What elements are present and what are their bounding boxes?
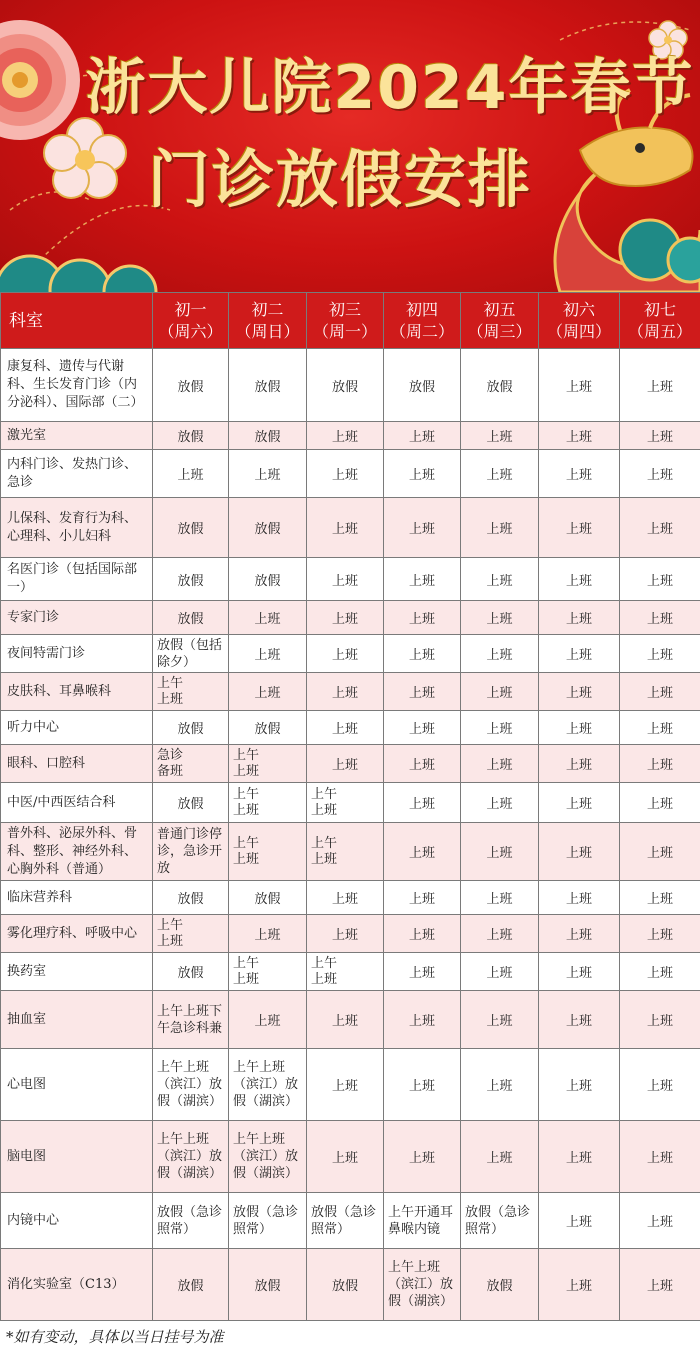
- dept-cell: 康复科、遗传与代谢科、生长发育门诊（内分泌科）、国际部（二）: [1, 349, 153, 422]
- status-cell: 上班: [307, 1121, 384, 1193]
- status-cell: 上班: [539, 422, 620, 450]
- status-cell: 上班: [461, 711, 539, 745]
- status-cell: 上班: [461, 558, 539, 601]
- table-row: [1, 745, 700, 783]
- status-cell: 放假: [153, 498, 229, 558]
- status-cell: 上班: [461, 1121, 539, 1193]
- status-cell: 放假（急诊照常）: [461, 1193, 539, 1249]
- status-cell: 放假: [229, 422, 307, 450]
- status-cell: 上班: [620, 953, 700, 991]
- schedule-table: [0, 292, 700, 1321]
- status-cell: 普通门诊停诊，急诊开放: [153, 823, 229, 881]
- status-cell: 上班: [384, 953, 461, 991]
- status-cell: 上班: [384, 745, 461, 783]
- status-cell: 上班: [384, 1049, 461, 1121]
- status-cell: 上班: [539, 1193, 620, 1249]
- status-cell: 上班: [539, 558, 620, 601]
- status-cell: 放假: [229, 498, 307, 558]
- dept-cell: 名医门诊（包括国际部一）: [1, 558, 153, 601]
- table-row: [1, 450, 700, 498]
- status-cell: 上午 上班: [229, 745, 307, 783]
- status-cell: 放假: [153, 711, 229, 745]
- status-cell: 上班: [384, 823, 461, 881]
- header-day-label: 初二: [251, 299, 284, 319]
- table-row: [1, 601, 700, 635]
- status-cell: 上班: [384, 991, 461, 1049]
- status-cell: 上班: [461, 783, 539, 823]
- status-cell: 上班: [461, 745, 539, 783]
- status-cell: 上班: [307, 422, 384, 450]
- status-cell: 上班: [620, 635, 700, 673]
- status-cell: 上午上班（滨江）放假（湖滨）: [229, 1049, 307, 1121]
- status-cell: 上班: [539, 1121, 620, 1193]
- status-cell: 放假: [307, 349, 384, 422]
- header-day: [539, 293, 620, 349]
- status-cell: 上班: [539, 953, 620, 991]
- banner-title-line1: 浙大儿院2024年春节: [85, 53, 695, 123]
- status-cell: 放假: [153, 783, 229, 823]
- status-cell: 放假（包括除夕）: [153, 635, 229, 673]
- table-row: [1, 349, 700, 422]
- table-header-row: [1, 293, 700, 349]
- status-cell: 上班: [307, 635, 384, 673]
- header-day-label: 初三: [328, 299, 361, 319]
- status-cell: 上班: [461, 1049, 539, 1121]
- status-cell: 上班: [153, 450, 229, 498]
- status-cell: 上班: [539, 823, 620, 881]
- table-row: [1, 673, 700, 711]
- dept-cell: 脑电图: [1, 1121, 153, 1193]
- status-cell: 放假: [153, 558, 229, 601]
- status-cell: 放假（急诊照常）: [229, 1193, 307, 1249]
- status-cell: 上班: [229, 915, 307, 953]
- status-cell: 上班: [384, 783, 461, 823]
- status-cell: 上班: [461, 498, 539, 558]
- status-cell: 上班: [539, 601, 620, 635]
- status-cell: 上午上班下午急诊科兼: [153, 991, 229, 1049]
- status-cell: 上班: [384, 1121, 461, 1193]
- dept-cell: 激光室: [1, 422, 153, 450]
- status-cell: 上班: [539, 881, 620, 915]
- dept-cell: 中医/中西医结合科: [1, 783, 153, 823]
- status-cell: 上班: [307, 1049, 384, 1121]
- status-cell: 上班: [461, 915, 539, 953]
- header-day: [461, 293, 539, 349]
- dept-cell: 心电图: [1, 1049, 153, 1121]
- status-cell: 上午上班（滨江）放假（湖滨）: [153, 1121, 229, 1193]
- table-row: [1, 1121, 700, 1193]
- status-cell: 放假: [153, 349, 229, 422]
- table-row: [1, 881, 700, 915]
- status-cell: 上班: [620, 422, 700, 450]
- table-row: [1, 823, 700, 881]
- dept-cell: 专家门诊: [1, 601, 153, 635]
- dept-cell: 内镜中心: [1, 1193, 153, 1249]
- status-cell: 急诊 备班: [153, 745, 229, 783]
- status-cell: 上班: [384, 881, 461, 915]
- dept-cell: 换药室: [1, 953, 153, 991]
- dept-cell: 内科门诊、发热门诊、急诊: [1, 450, 153, 498]
- status-cell: 上班: [307, 450, 384, 498]
- status-cell: 放假: [229, 881, 307, 915]
- status-cell: 上班: [229, 450, 307, 498]
- status-cell: 上班: [620, 558, 700, 601]
- header-weekday-label: （周一）: [312, 321, 377, 341]
- status-cell: 上班: [539, 711, 620, 745]
- status-cell: 上班: [539, 1049, 620, 1121]
- status-cell: 放假: [307, 1249, 384, 1321]
- status-cell: 上班: [539, 673, 620, 711]
- status-cell: 放假: [153, 1249, 229, 1321]
- table-row: [1, 1193, 700, 1249]
- header-day-label: 初五: [483, 299, 516, 319]
- status-cell: 上班: [620, 783, 700, 823]
- status-cell: 上班: [384, 558, 461, 601]
- banner-title-line2: 门诊放假安排: [147, 143, 532, 216]
- status-cell: 放假: [229, 1249, 307, 1321]
- status-cell: 放假: [384, 349, 461, 422]
- header-weekday-label: （周五）: [627, 321, 692, 341]
- status-cell: 放假: [229, 558, 307, 601]
- status-cell: 上班: [384, 601, 461, 635]
- status-cell: 上班: [620, 991, 700, 1049]
- footnote: *如有变动，具体以当日挂号为准: [6, 1328, 224, 1346]
- status-cell: 上班: [620, 915, 700, 953]
- dept-cell: 儿保科、发育行为科、心理科、小儿妇科: [1, 498, 153, 558]
- status-cell: 上班: [620, 1193, 700, 1249]
- status-cell: 上午 上班: [307, 953, 384, 991]
- status-cell: 放假: [461, 349, 539, 422]
- header-day-label: 初七: [643, 299, 676, 319]
- header-weekday-label: （周四）: [546, 321, 611, 341]
- status-cell: 上班: [384, 450, 461, 498]
- table-row: [1, 1249, 700, 1321]
- status-cell: 上班: [384, 673, 461, 711]
- status-cell: 上班: [620, 601, 700, 635]
- status-cell: 上班: [620, 349, 700, 422]
- dept-cell: 皮肤科、耳鼻喉科: [1, 673, 153, 711]
- status-cell: 上班: [539, 349, 620, 422]
- status-cell: 上班: [229, 673, 307, 711]
- status-cell: 放假: [461, 1249, 539, 1321]
- status-cell: 上班: [384, 422, 461, 450]
- status-cell: 上班: [620, 823, 700, 881]
- table-row: [1, 558, 700, 601]
- status-cell: 上班: [307, 745, 384, 783]
- table-row: [1, 991, 700, 1049]
- status-cell: 上班: [461, 991, 539, 1049]
- dept-cell: 眼科、口腔科: [1, 745, 153, 783]
- status-cell: 上班: [307, 498, 384, 558]
- status-cell: 上午上班（滨江）放假（湖滨）: [229, 1121, 307, 1193]
- table-row: [1, 635, 700, 673]
- status-cell: 上班: [461, 673, 539, 711]
- status-cell: 上班: [620, 1049, 700, 1121]
- header-day-label: 初四: [405, 299, 438, 319]
- status-cell: 上班: [461, 450, 539, 498]
- table-row: [1, 422, 700, 450]
- status-cell: 放假: [229, 711, 307, 745]
- status-cell: 上班: [229, 601, 307, 635]
- dept-cell: 抽血室: [1, 991, 153, 1049]
- table-row: [1, 953, 700, 991]
- status-cell: 上班: [461, 635, 539, 673]
- header-day: [384, 293, 461, 349]
- header-dept: 科室: [1, 293, 153, 349]
- status-cell: 上班: [307, 991, 384, 1049]
- table-row: [1, 711, 700, 745]
- status-cell: 上午开通耳鼻喉内镜: [384, 1193, 461, 1249]
- header-weekday-label: （周日）: [235, 321, 300, 341]
- status-cell: 上班: [307, 558, 384, 601]
- status-cell: 上班: [384, 635, 461, 673]
- table-row: [1, 1049, 700, 1121]
- status-cell: 上班: [307, 711, 384, 745]
- status-cell: 上班: [539, 915, 620, 953]
- header-day: [307, 293, 384, 349]
- status-cell: 放假: [229, 349, 307, 422]
- status-cell: 上午 上班: [307, 823, 384, 881]
- header-weekday-label: （周三）: [467, 321, 532, 341]
- status-cell: 上午 上班: [307, 783, 384, 823]
- status-cell: 上班: [620, 498, 700, 558]
- status-cell: 放假（急诊照常）: [307, 1193, 384, 1249]
- table-body: [1, 349, 700, 1321]
- dept-cell: 临床营养科: [1, 881, 153, 915]
- status-cell: 上班: [620, 881, 700, 915]
- header-weekday-label: （周二）: [389, 321, 454, 341]
- status-cell: 上午上班（滨江）放假（湖滨）: [384, 1249, 461, 1321]
- status-cell: 上班: [307, 915, 384, 953]
- status-cell: 上班: [307, 673, 384, 711]
- status-cell: 上班: [539, 635, 620, 673]
- status-cell: 上班: [539, 991, 620, 1049]
- status-cell: 上午 上班: [153, 673, 229, 711]
- status-cell: 上班: [539, 745, 620, 783]
- dept-cell: 普外科、泌尿外科、骨科、整形、神经外科、心胸外科（普通）: [1, 823, 153, 881]
- status-cell: 上班: [620, 1249, 700, 1321]
- header-weekday-label: （周六）: [158, 321, 223, 341]
- status-cell: 上午上班（滨江）放假（湖滨）: [153, 1049, 229, 1121]
- status-cell: 上班: [307, 601, 384, 635]
- header-day: [229, 293, 307, 349]
- header-banner: [0, 0, 700, 292]
- dept-cell: 消化实验室（C13）: [1, 1249, 153, 1321]
- table-row: [1, 915, 700, 953]
- dept-cell: 雾化理疗科、呼吸中心: [1, 915, 153, 953]
- status-cell: 上班: [620, 450, 700, 498]
- status-cell: 放假: [153, 601, 229, 635]
- status-cell: 上班: [620, 711, 700, 745]
- status-cell: 上午 上班: [153, 915, 229, 953]
- dept-cell: 夜间特需门诊: [1, 635, 153, 673]
- status-cell: 上班: [229, 635, 307, 673]
- header-day-label: 初一: [174, 299, 207, 319]
- status-cell: 上班: [539, 450, 620, 498]
- status-cell: 上班: [620, 745, 700, 783]
- status-cell: 放假: [153, 422, 229, 450]
- status-cell: 上班: [461, 601, 539, 635]
- status-cell: 上班: [461, 881, 539, 915]
- status-cell: 放假: [153, 953, 229, 991]
- header-day-label: 初六: [562, 299, 595, 319]
- status-cell: 上班: [620, 1121, 700, 1193]
- header-day: [153, 293, 229, 349]
- status-cell: 上午 上班: [229, 823, 307, 881]
- header-day: [620, 293, 700, 349]
- status-cell: 上班: [539, 498, 620, 558]
- status-cell: 上班: [461, 422, 539, 450]
- status-cell: 放假（急诊照常）: [153, 1193, 229, 1249]
- dept-cell: 听力中心: [1, 711, 153, 745]
- status-cell: 上班: [229, 991, 307, 1049]
- status-cell: 放假: [153, 881, 229, 915]
- status-cell: 上午 上班: [229, 783, 307, 823]
- status-cell: 上午 上班: [229, 953, 307, 991]
- status-cell: 上班: [539, 1249, 620, 1321]
- status-cell: 上班: [461, 953, 539, 991]
- table-row: [1, 498, 700, 558]
- status-cell: 上班: [461, 823, 539, 881]
- wave-cloud-icon: [0, 256, 156, 292]
- status-cell: 上班: [620, 673, 700, 711]
- status-cell: 上班: [539, 783, 620, 823]
- status-cell: 上班: [384, 498, 461, 558]
- table-row: [1, 783, 700, 823]
- status-cell: 上班: [384, 915, 461, 953]
- status-cell: 上班: [384, 711, 461, 745]
- status-cell: 上班: [307, 881, 384, 915]
